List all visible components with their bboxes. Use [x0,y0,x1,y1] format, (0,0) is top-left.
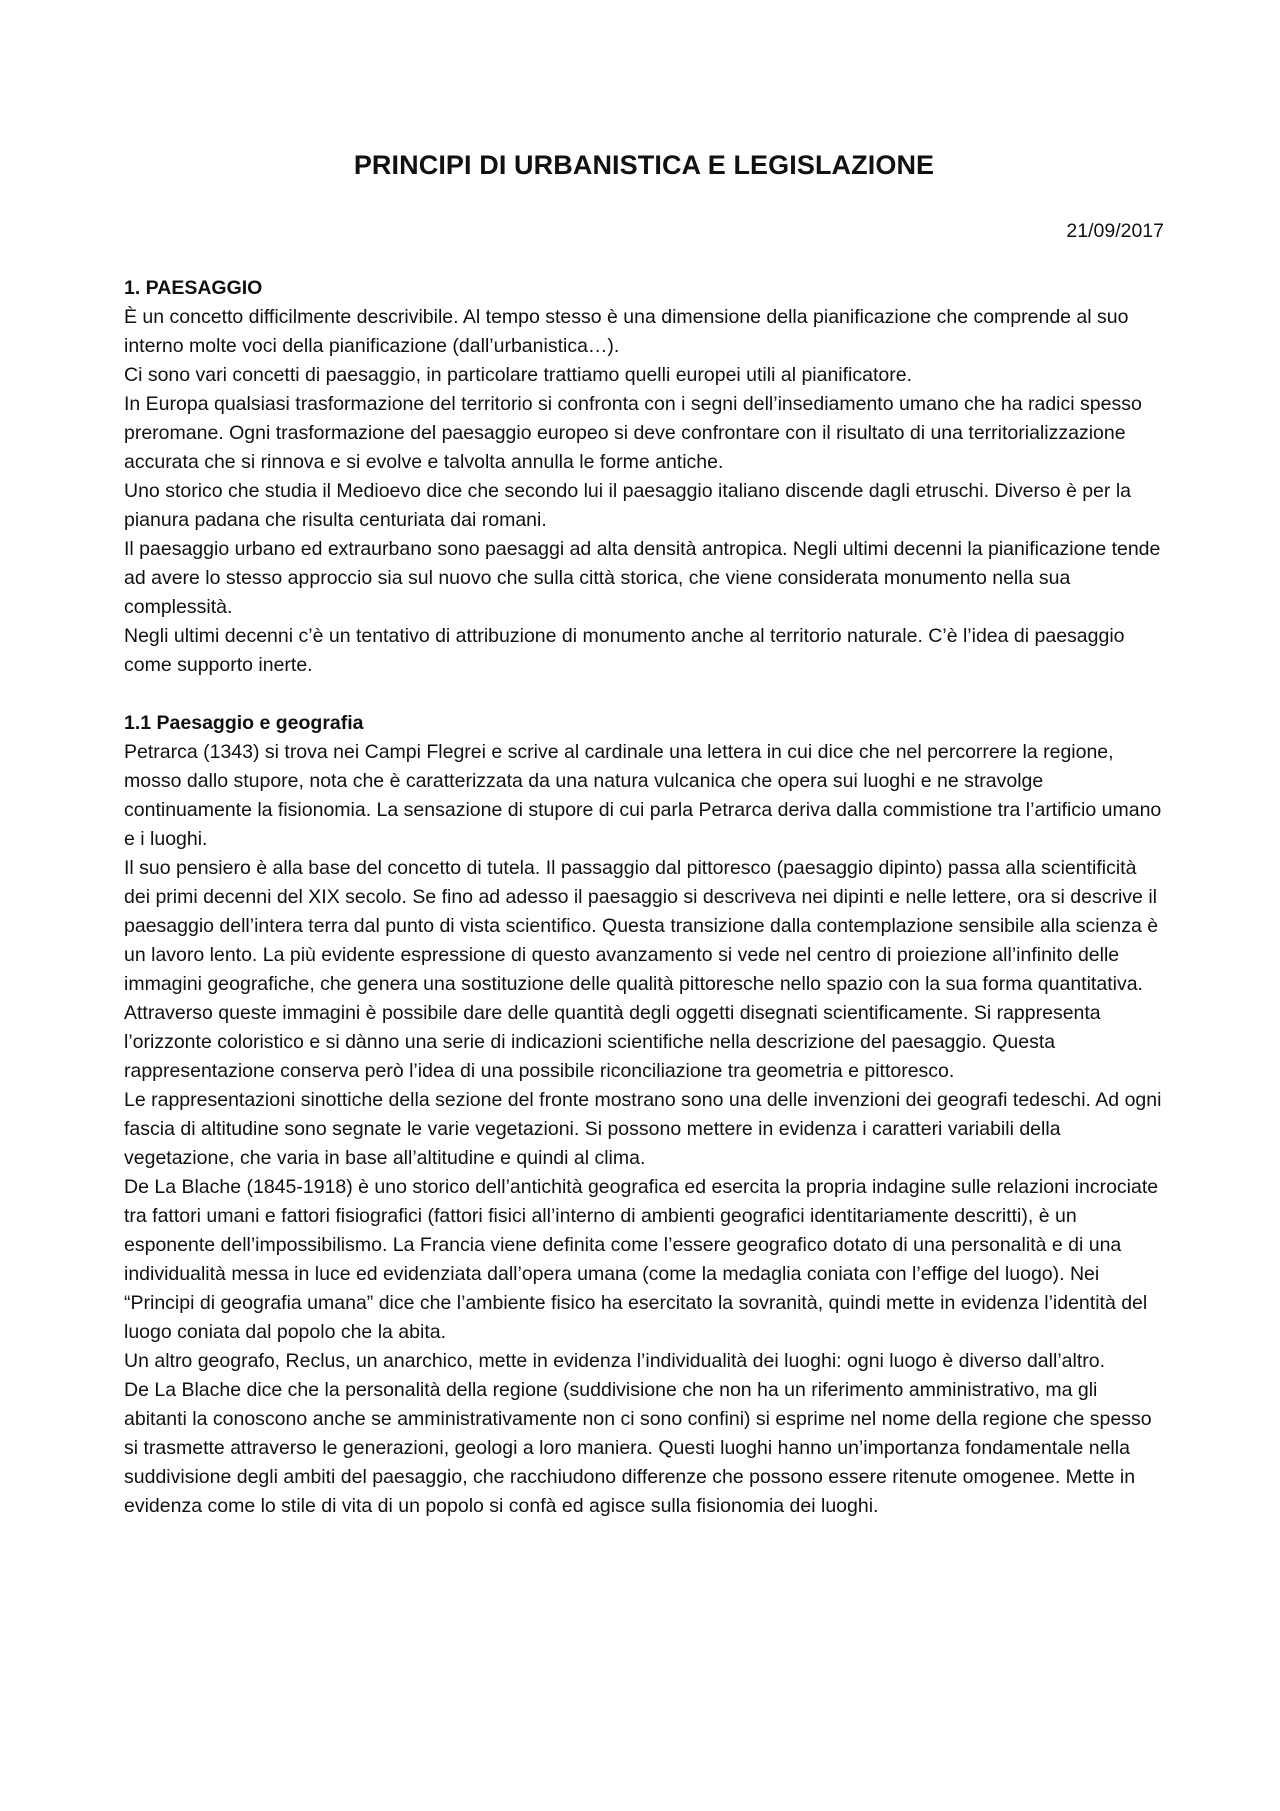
paragraph: È un concetto difficilmente descrivibile. Al tempo stesso è una dimensione della pianificazione che comprende al suo interno molte voci della pianificazione (dall’urbanistica…). [124,306,1129,357]
section-paesaggio [124,274,1164,680]
paragraph: De La Blache (1845-1918) è uno storico dell’antichità geografica ed esercita la propria indagine sulle relazioni incrociate tra fattori umani e fattori fisiografici (fattori fisici all’interno di ambienti geografici identitariamente descritti), è un esponente dell’impossibilismo. La Francia viene definita come l’essere geografico dotato di una personalità e di una individualità messa in luce ed evidenziata dall’opera umana (come la medaglia coniata con l’effige del luogo). Nei “Principi di geografia umana” dice che l’ambiente fisico ha esercitato la sovranità, quindi mette in evidenza l’identità del luogo coniata dal popolo che la abita. [124,1176,1159,1343]
section-heading: 1. PAESAGGIO [124,277,263,299]
paragraph: Le rappresentazioni sinottiche della sezione del fronte mostrano sono una delle invenzioni dei geografi tedeschi. Ad ogni fascia di altitudine sono segnate le varie vegetazioni. Si possono mettere in evidenza i caratteri variabili della vegetazione, che varia in base all’altitudine e quindi al clima. [124,1089,1162,1169]
paragraph: Un altro geografo, Reclus, un anarchico, mette in evidenza l’individualità dei luoghi: ogni luogo è diverso dall’altro. [124,1350,1105,1372]
paragraph: Il paesaggio urbano ed extraurbano sono paesaggi ad alta densità antropica. Negli ultimi decenni la pianificazione tende ad avere lo stesso approccio sia sul nuovo che sulla città storica, che viene considerata monumento nella sua complessità. [124,538,1161,618]
paragraph: Uno storico che studia il Medioevo dice che secondo lui il paesaggio italiano discende dagli etruschi. Diverso è per la pianura padana che risulta centuriata dai romani. [124,480,1131,531]
document-date: 21/09/2017 [1066,220,1164,242]
paragraph: Il suo pensiero è alla base del concetto di tutela. Il passaggio dal pittoresco (paesaggio dipinto) passa alla scientificità dei primi decenni del XIX secolo. Se fino ad adesso il paesaggio si descriveva nei dipinti e nelle lettere, ora si descrive il paesaggio dell’intera terra dal punto di vista scientifico. Questa transizione dalla contemplazione sensibile alla scienza è un lavoro lento. La più evidente espressione di questo avanzamento si vede nel centro di proiezione all’infinito delle immagini geografiche, che genera una sostituzione delle qualità pittoresche nello spazio con la sua forma quantitativa. Attraverso queste immagini è possibile dare delle quantità degli oggetti disegnati scientificamente. Si rappresenta l’orizzonte coloristico e si dànno una serie di indicazioni scientifiche nella descrizione del paesaggio. Questa rappresentazione conserva però l’idea di una possibile riconciliazione tra geometria e pittoresco. [124,857,1159,1082]
paragraph: De La Blache dice che la personalità della regione (suddivisione che non ha un riferimento amministrativo, ma gli abitanti la conoscono anche se amministrativamente non ci sono confini) si esprime nel nome della regione che spesso si trasmette attraverso le generazioni, geologi a loro maniera. Questi luoghi hanno un’importanza fondamentale nella suddivisione degli ambiti del paesaggio, che racchiudono differenze che possono essere ritenute omogenee. Mette in evidenza come lo stile di vita di un popolo si confà ed agisce sulla fisionomia dei luoghi. [124,1379,1152,1517]
paragraph: In Europa qualsiasi trasformazione del territorio si confronta con i segni dell’insediamento umano che ha radici spesso preromane. Ogni trasformazione del paesaggio europeo si deve confrontare con il risultato di una territorializzazione accurata che si rinnova e si evolve e talvolta annulla le forme antiche. [124,393,1142,473]
paragraph: Negli ultimi decenni c’è un tentativo di attribuzione di monumento anche al territorio naturale. C’è l’idea di paesaggio come supporto inerte. [124,625,1125,676]
document-page [124,150,1164,1550]
paragraph: Petrarca (1343) si trova nei Campi Flegrei e scrive al cardinale una lettera in cui dice che nel percorrere la regione, mosso dallo stupore, nota che è caratterizzata da una natura vulcanica che opera sui luoghi e ne stravolge continuamente la fisionomia. La sensazione di stupore di cui parla Petrarca deriva dalla commistione tra l’artificio umano e i luoghi. [124,741,1162,850]
paragraph: Ci sono vari concetti di paesaggio, in particolare trattiamo quelli europei utili al pianificatore. [124,364,913,386]
section-heading: 1.1 Paesaggio e geografia [124,712,364,734]
section-paesaggio-e-geografia [124,709,1164,1521]
document-title: PRINCIPI DI URBANISTICA E LEGISLAZIONE [353,150,935,180]
